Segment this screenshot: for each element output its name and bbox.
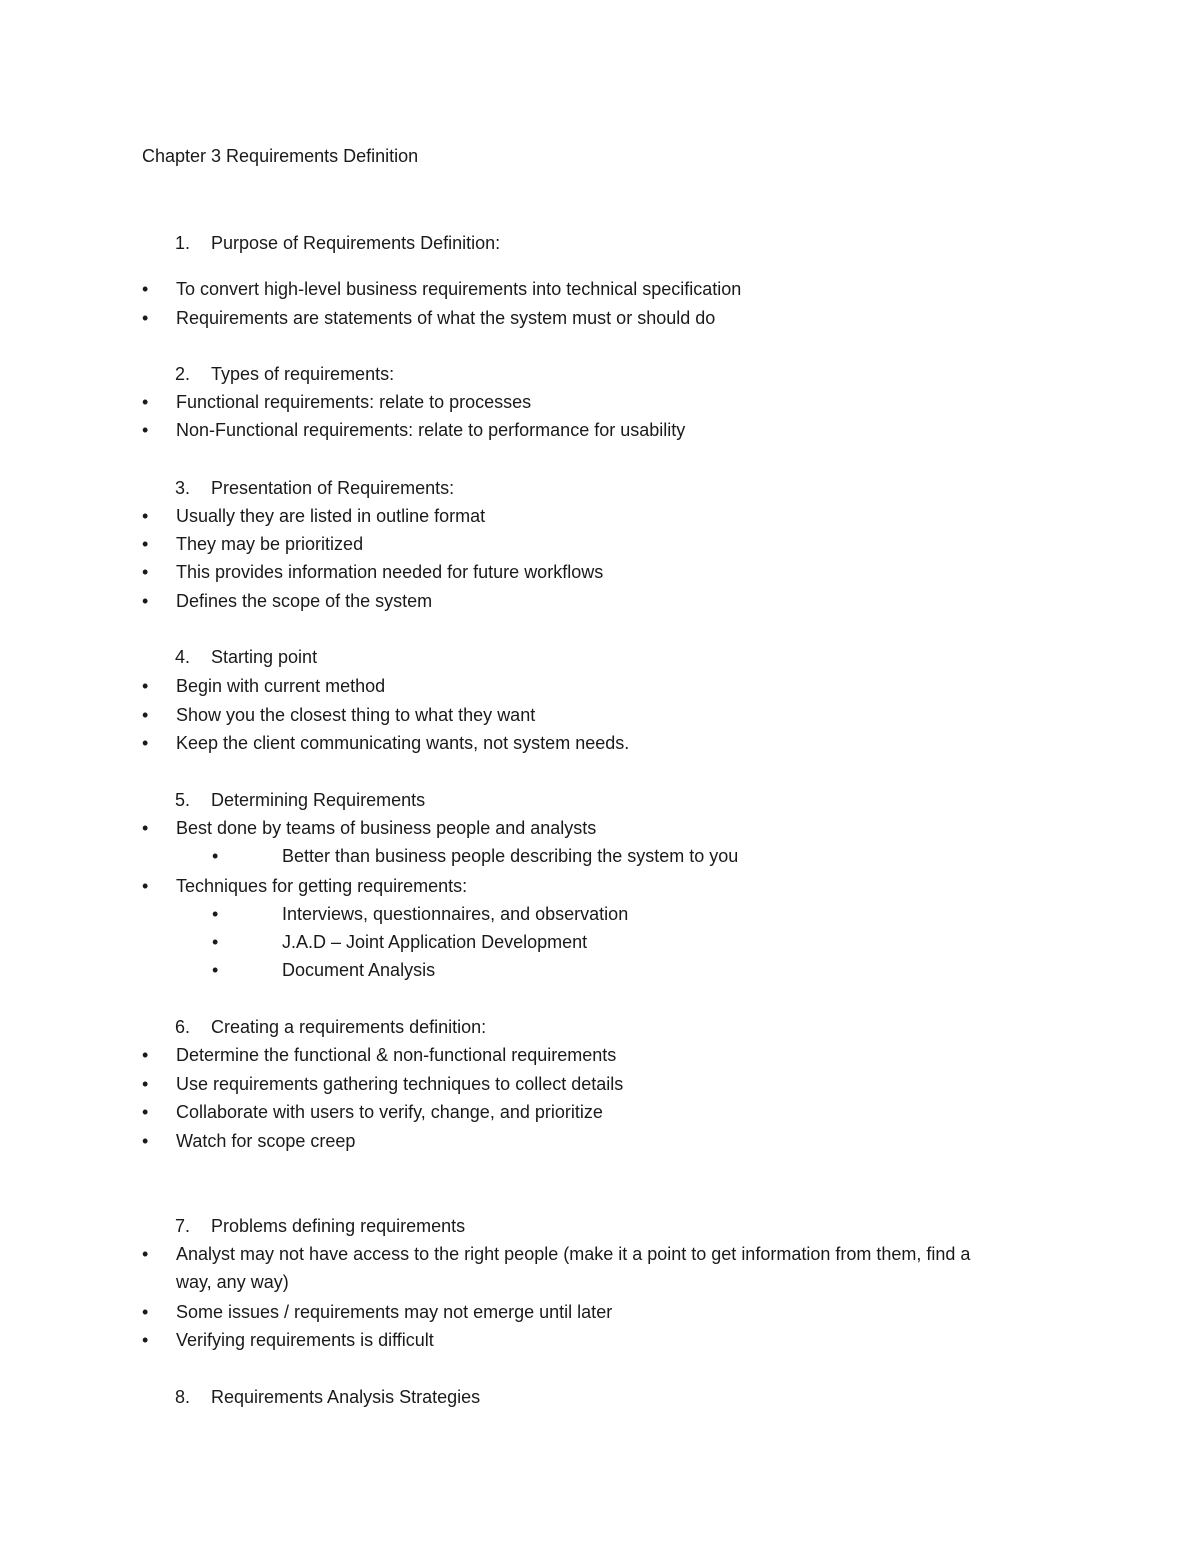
list-item-text: Keep the client communicating wants, not system needs. [176, 733, 630, 753]
section-number: 1. [175, 233, 191, 253]
bullet-icon: • [142, 1302, 149, 1322]
section-title: Starting point [211, 647, 318, 667]
bullet-icon: • [142, 506, 149, 526]
bullet-icon: • [212, 932, 219, 952]
list-item-text: way, any way) [176, 1272, 289, 1292]
list-item-text: This provides information needed for future workflows [176, 562, 604, 582]
section-title: Types of requirements: [211, 364, 395, 384]
bullet-icon: • [142, 562, 149, 582]
list-item-text: Verifying requirements is difficult [176, 1330, 434, 1350]
section-number: 3. [175, 478, 191, 498]
bullet-icon: • [142, 1330, 149, 1350]
section-title: Presentation of Requirements: [211, 478, 455, 498]
section-title: Determining Requirements [211, 790, 426, 810]
bullet-icon: • [142, 534, 149, 554]
list-item-text: Analyst may not have access to the right people (make it a point to get information from them, find a [176, 1244, 971, 1264]
bullet-icon: • [142, 1244, 149, 1264]
bullet-icon: • [142, 1045, 149, 1065]
section-heading [175, 362, 394, 386]
list-item-text: To convert high-level business requirements into technical specification [176, 279, 742, 299]
section-heading [175, 1015, 486, 1039]
list-item-text: Document Analysis [282, 960, 436, 980]
list-item-text: Best done by teams of business people and analysts [176, 818, 597, 838]
section-title: Purpose of Requirements Definition: [211, 233, 501, 253]
list-item-text: Interviews, questionnaires, and observation [282, 904, 629, 924]
section-heading [175, 231, 500, 255]
section-number: 5. [175, 790, 191, 810]
bullet-icon: • [212, 904, 219, 924]
section-number: 2. [175, 364, 191, 384]
bullet-icon: • [212, 846, 219, 866]
section-title: Creating a requirements definition: [211, 1017, 487, 1037]
list-item-text: Usually they are listed in outline format [176, 506, 486, 526]
section-number: 8. [175, 1387, 191, 1407]
list-item-text: They may be prioritized [176, 534, 364, 554]
list-item-text: Defines the scope of the system [176, 591, 433, 611]
section-title: Problems defining requirements [211, 1216, 466, 1236]
bullet-icon: • [142, 1102, 149, 1122]
list-item-text: Better than business people describing the system to you [282, 846, 739, 866]
bullet-icon: • [142, 676, 149, 696]
section-heading [175, 1214, 465, 1238]
section-heading [175, 645, 317, 669]
bullet-icon: • [142, 420, 149, 440]
list-item-text: Watch for scope creep [176, 1131, 356, 1151]
bullet-icon: • [142, 1131, 149, 1151]
section-number: 4. [175, 647, 191, 667]
list-item-text: Non-Functional requirements: relate to performance for usability [176, 420, 686, 440]
bullet-icon: • [142, 279, 149, 299]
section-heading [175, 788, 425, 812]
section-title: Requirements Analysis Strategies [211, 1387, 481, 1407]
list-item-text: Use requirements gathering techniques to collect details [176, 1074, 624, 1094]
list-item-text: Begin with current method [176, 676, 386, 696]
bullet-icon: • [142, 876, 149, 896]
section-heading [175, 1385, 480, 1409]
list-item-text: Collaborate with users to verify, change, and prioritize [176, 1102, 603, 1122]
list-item-text: Techniques for getting requirements: [176, 876, 468, 896]
list-item-text: Some issues / requirements may not emerge until later [176, 1302, 613, 1322]
section-number: 7. [175, 1216, 191, 1236]
list-item-text: Show you the closest thing to what they want [176, 705, 536, 725]
bullet-icon: • [142, 818, 149, 838]
bullet-icon: • [142, 591, 149, 611]
bullet-icon: • [142, 308, 149, 328]
bullet-icon: • [142, 1074, 149, 1094]
list-item-text: Requirements are statements of what the system must or should do [176, 308, 716, 328]
section-heading [175, 476, 454, 500]
list-item-text: Determine the functional & non-functional requirements [176, 1045, 617, 1065]
bullet-icon: • [142, 705, 149, 725]
list-item-text: Functional requirements: relate to processes [176, 392, 532, 412]
bullet-icon: • [142, 733, 149, 753]
list-item-text: J.A.D – Joint Application Development [282, 932, 588, 952]
section-number: 6. [175, 1017, 191, 1037]
bullet-icon: • [212, 960, 219, 980]
bullet-icon: • [142, 392, 149, 412]
document-title: Chapter 3 Requirements Definition [142, 146, 419, 166]
